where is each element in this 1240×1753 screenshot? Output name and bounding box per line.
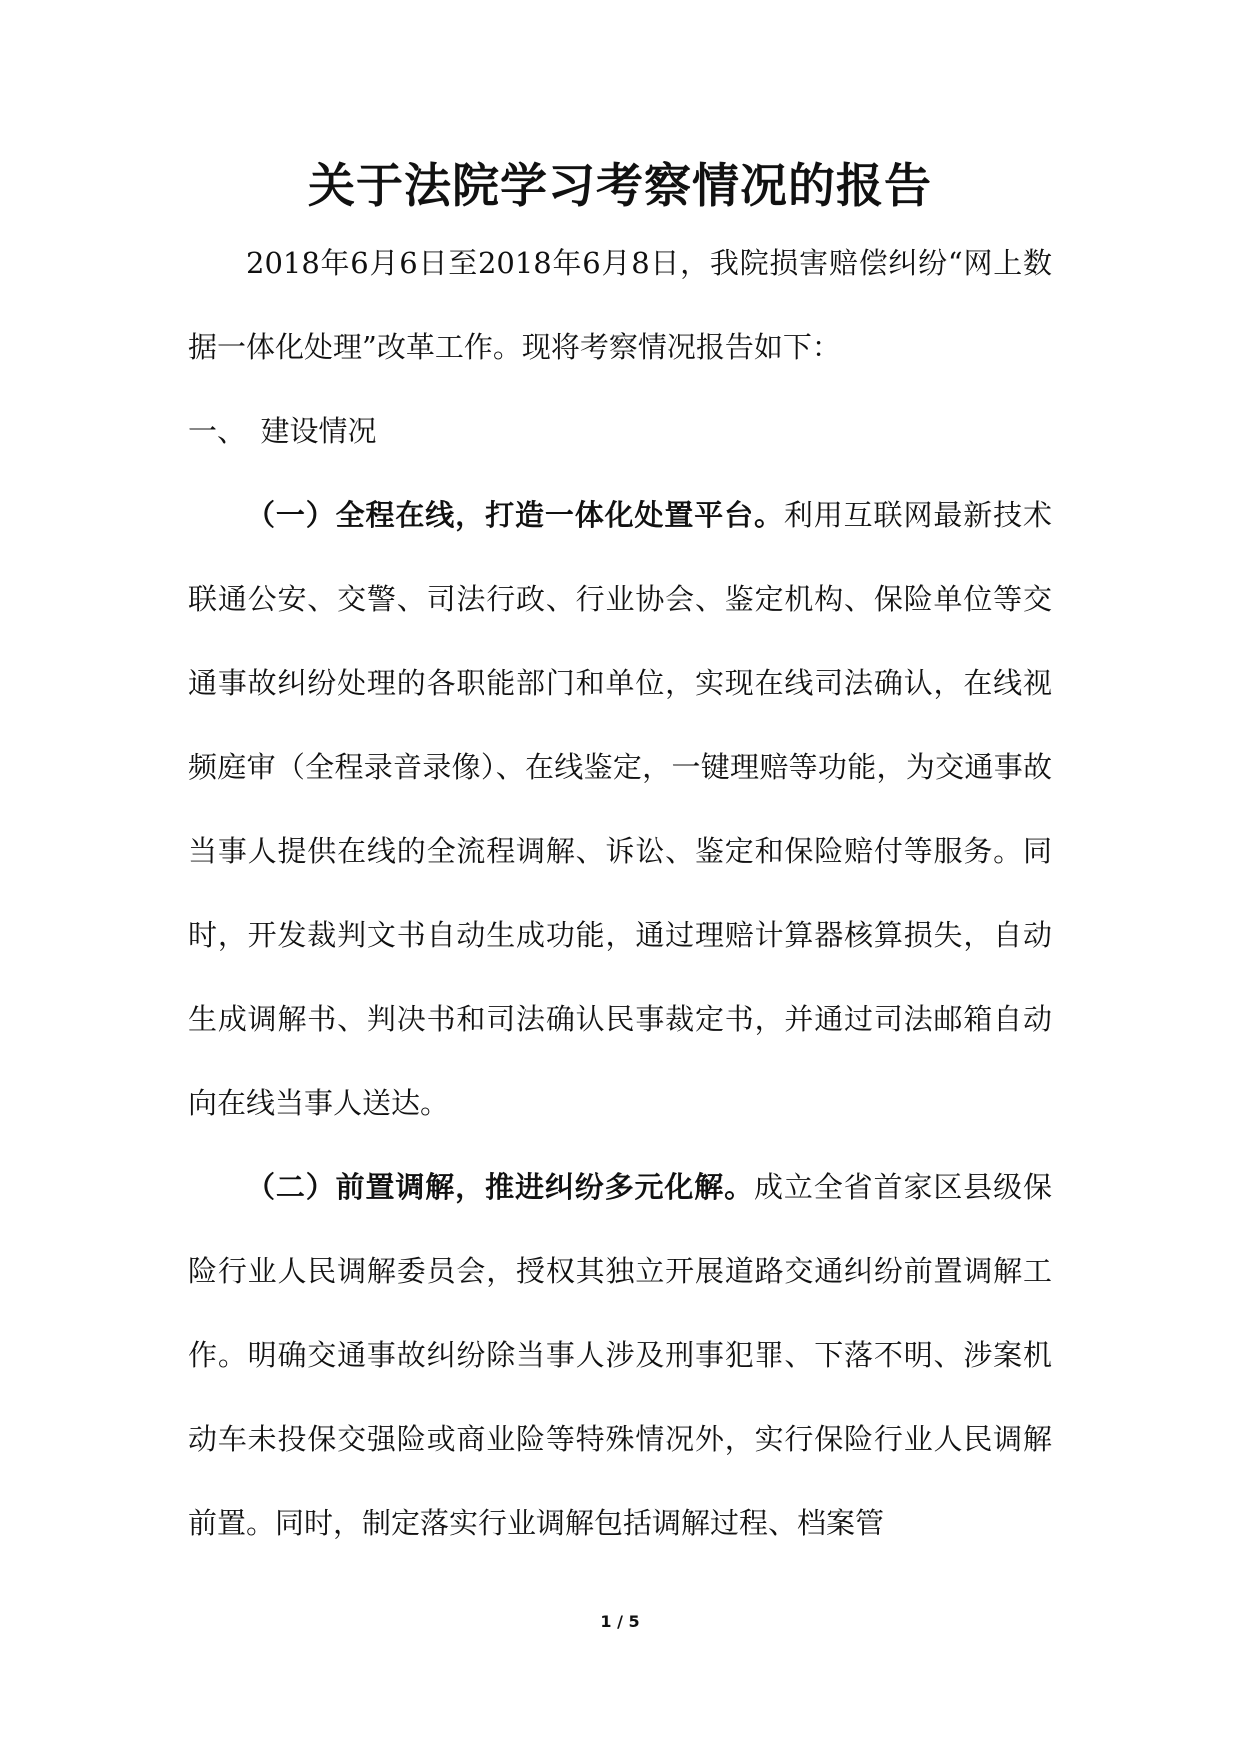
section-heading: 一、 建设情况	[188, 414, 377, 448]
item-2-paragraph	[188, 1145, 1052, 1565]
item-2-lead: （二）前置调解，推进纠纷多元化解。	[246, 1170, 755, 1204]
page-number: 1 / 5	[600, 1612, 640, 1631]
item-1-text: 利用互联网最新技术联通公安、交警、司法行政、行业协会、鉴定机构、保险单位等交通事故纠纷处理的各职能部门和单位，实现在线司法确认，在线视频庭审（全程录音录像）、在线鉴定，一键理赔等功能，为交通事故当事人提供在线的全流程调解、诉讼、鉴定和保险赔付等服务。同时，开发裁判文书自动生成功能，通过理赔计算器核算损失，自动生成调解书、判决书和司法确认民事裁定书，并通过司法邮箱自动向在线当事人送达。	[188, 498, 1052, 1120]
item-1-lead: （一）全程在线，打造一体化处置平台。	[246, 498, 784, 532]
document-title: 关于法院学习考察情况的报告	[308, 159, 932, 214]
item-1-paragraph	[188, 473, 1052, 1145]
document-body	[188, 221, 1052, 1565]
item-2-text: 成立全省首家区县级保险行业人民调解委员会，授权其独立开展道路交通纠纷前置调解工作。明确交通事故纠纷除当事人涉及刑事犯罪、下落不明、涉案机动车未投保交强险或商业险等特殊情况外，实行保险行业人民调解前置。同时，制定落实行业调解包括调解过程、档案管	[188, 1170, 1052, 1540]
intro-paragraph: 2018年6月6日至2018年6月8日，我院损害赔偿纠纷“网上数据一体化处理”改革工作。现将考察情况报告如下：	[188, 246, 1052, 364]
